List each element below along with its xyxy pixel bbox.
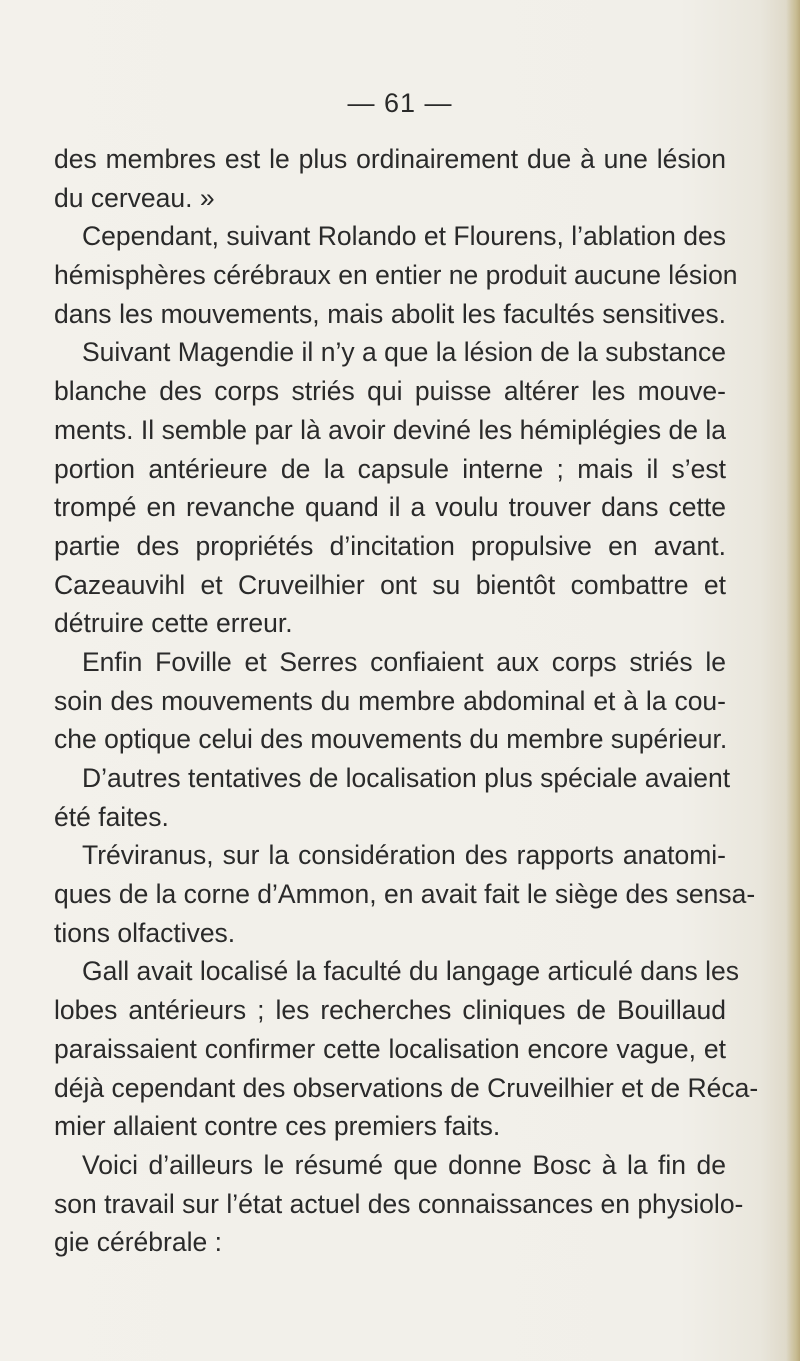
text-line: ques de la corne d’Ammon, en avait fait le siège des sensa- — [54, 879, 756, 910]
text-line: son travail sur l’état actuel des connaissances en physiolo- — [54, 1188, 744, 1219]
text-line: dans les mouvements, mais abolit les facultés sensitives. — [54, 298, 726, 329]
text-line: des membres est le plus ordinairement due à une lésion — [54, 144, 726, 174]
text-line: gie cérébrale : — [54, 1227, 222, 1258]
page-edge-shadow — [786, 0, 800, 1361]
text-line: Gall avait localisé la faculté du langage articulé dans les — [82, 956, 740, 987]
text-line: hémisphères cérébraux en entier ne produit aucune lésion — [54, 260, 738, 291]
text-line: che optique celui des mouvements du membre supérieur. — [54, 724, 728, 755]
text-line: paraissaient confirmer cette localisation encore vague, et — [54, 1033, 726, 1064]
text-line: Tréviranus, sur la considération des rapports anatomi- — [82, 840, 726, 871]
text-line: tions olfactives. — [54, 917, 236, 948]
text-line: mier allaient contre ces premiers faits. — [54, 1111, 501, 1142]
text-line: Cazeauvihl et Cruveilhier ont su bientôt combattre et — [54, 569, 726, 600]
text-line: D’autres tentatives de localisation plus spéciale avaient — [82, 763, 731, 793]
text-line: été faites. — [54, 801, 169, 832]
text-line: partie des propriétés d’incitation propulsive en avant. — [54, 530, 726, 561]
text-line: déjà cependant des observations de Cruveilhier et de Réca- — [54, 1072, 759, 1103]
text-line: ments. Il semble par là avoir deviné les hémiplégies de la — [54, 414, 726, 445]
text-line: Enfin Foville et Serres confiaient aux corps striés le — [82, 646, 726, 677]
text-line: Suivant Magendie il n’y a que la lésion de la substance — [82, 337, 726, 368]
text-line: Voici d’ailleurs le résumé que donne Bosc à la fin de — [82, 1149, 726, 1180]
text-line: trompé en revanche quand il a voulu trouver dans cette — [54, 492, 726, 523]
text-line: du cerveau. » — [54, 182, 215, 213]
page-number: — 61 — — [347, 88, 453, 118]
text-line: blanche des corps striés qui puisse altérer les mouve- — [54, 376, 726, 407]
text-line: détruire cette erreur. — [54, 608, 293, 639]
text-line: lobes antérieurs ; les recherches cliniques de Bouillaud — [54, 995, 726, 1026]
text-line: portion antérieure de la capsule interne ; mais il s’est — [54, 453, 726, 484]
text-line: Cependant, suivant Rolando et Flourens, l’ablation des — [82, 221, 726, 252]
body-text — [54, 140, 759, 1262]
text-line: soin des mouvements du membre abdominal et à la cou- — [54, 685, 726, 716]
